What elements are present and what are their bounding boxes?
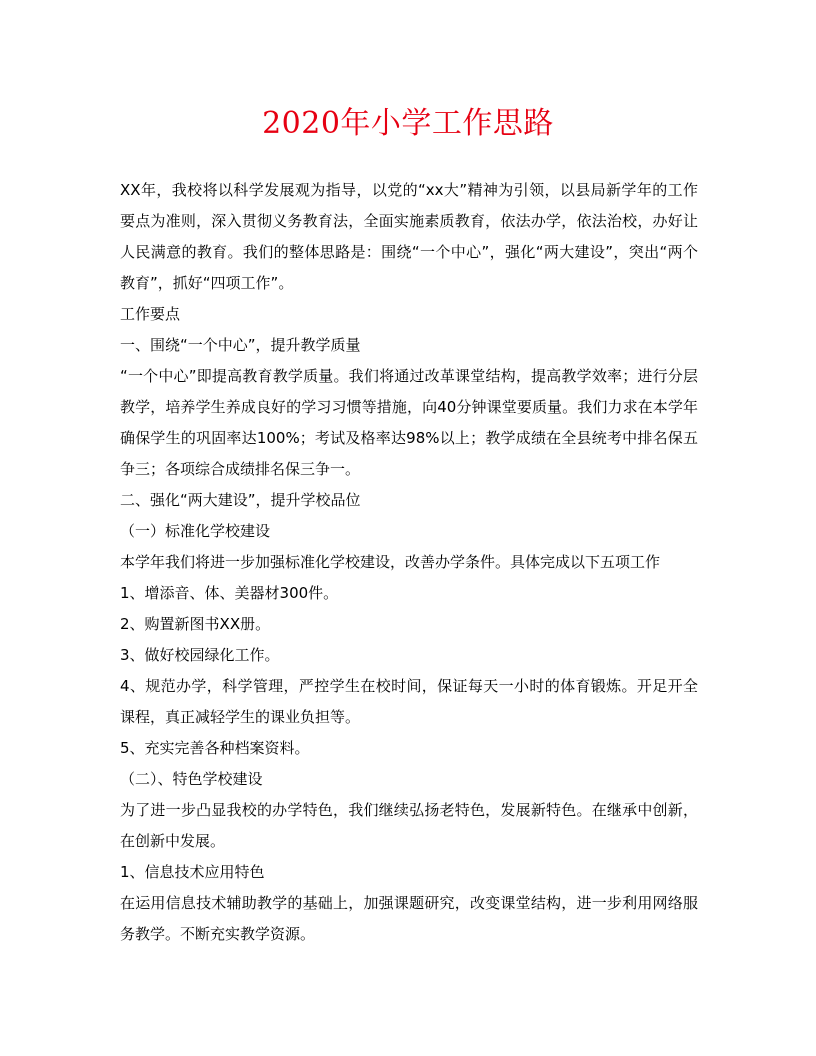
paragraph-featured-school: 为了进一步凸显我校的办学特色，我们继续弘扬老特色，发展新特色。在继承中创新，在创新中发展。 <box>120 801 698 850</box>
list-item-1: 1、增添音、体、美器材300件。 <box>120 584 339 602</box>
list-item-2: 2、购置新图书XX册。 <box>120 615 271 633</box>
subheading-standardization: （一）标准化学校建设 <box>120 522 271 540</box>
paragraph-intro: XX年，我校将以科学发展观为指导，以党的“xx大”精神为引领，以县局新学年的工作要点为准则，深入贯彻义务教育法，全面实施素质教育，依法办学，依法治校，办好让人民满意的教育。我们的整体思路是：围绕“一个中心”，强化“两大建设”，突出“两个教育”，抓好“四项工作”。 <box>120 181 698 292</box>
subheading-it-application: 1、信息技术应用特色 <box>120 863 265 881</box>
paragraph-one-center: “一个中心”即提高教育教学质量。我们将通过改革课堂结构，提高教学效率；进行分层教学，培养学生养成良好的学习习惯等措施，向40分钟课堂要质量。我们力求在本学年确保学生的巩固率达100%；考试及格率达98%以上；教学成绩在全县统考中排名保五争三；各项综合成绩排名保三争一。 <box>120 367 698 478</box>
paragraph-standardization: 本学年我们将进一步加强标准化学校建设，改善办学条件。具体完成以下五项工作 <box>120 553 661 571</box>
paragraph-it-application: 在运用信息技术辅助教学的基础上，加强课题研究，改变课堂结构，进一步利用网络服务教学。不断充实教学资源。 <box>120 894 698 943</box>
list-item-5: 5、充实完善各种档案资料。 <box>120 739 310 757</box>
heading-one-center: 一、围绕“一个中心”，提升教学质量 <box>120 336 361 354</box>
heading-two-constructions: 二、强化“两大建设”，提升学校品位 <box>120 491 361 509</box>
document-body <box>120 175 698 950</box>
subheading-featured-school: （二）、特色学校建设 <box>120 770 263 788</box>
document-title: 2020年小学工作思路 <box>262 106 554 141</box>
list-item-3: 3、做好校园绿化工作。 <box>120 646 280 664</box>
paragraph-work-points: 工作要点 <box>120 305 181 323</box>
list-item-4: 4、规范办学，科学管理，严控学生在校时间，保证每天一小时的体育锻炼。开足开全课程，真正减轻学生的课业负担等。 <box>120 677 698 726</box>
